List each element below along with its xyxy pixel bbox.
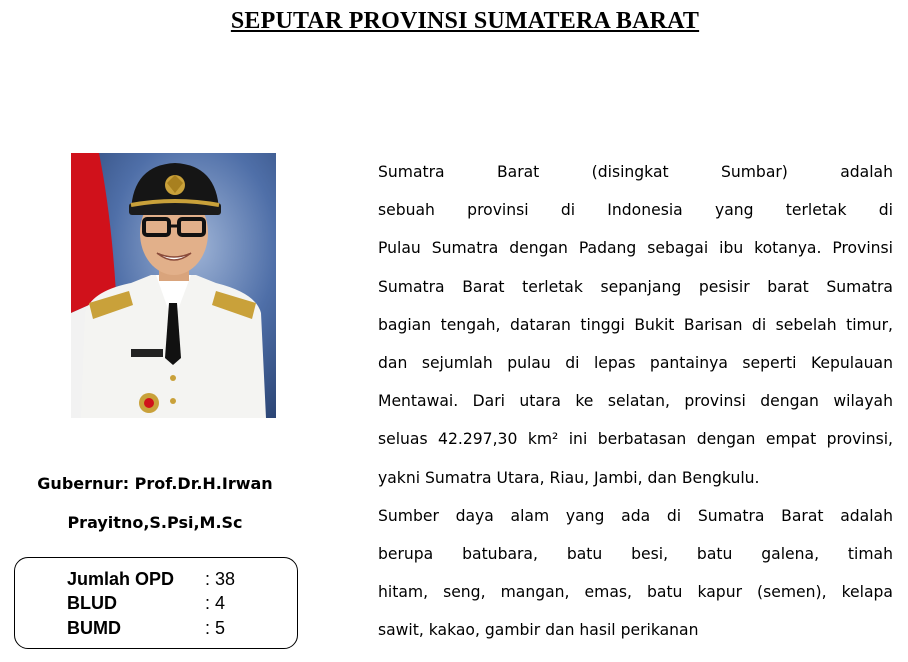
stat-label: BUMD bbox=[67, 618, 121, 638]
stats-box bbox=[14, 557, 298, 649]
article-line: dan sejumlah pulau di lepas pantainya seperti Kepulauan bbox=[378, 354, 893, 373]
article-line: sebuah provinsi di Indonesia yang terletak di bbox=[378, 201, 893, 220]
stat-row-opd bbox=[67, 567, 235, 591]
article-line: bagian tengah, dataran tinggi Bukit Barisan di sebelah timur, bbox=[378, 315, 893, 334]
stat-row-blud bbox=[67, 591, 225, 615]
article-line: Pulau Sumatra dengan Padang sebagai ibu kotanya. Provinsi bbox=[378, 239, 893, 258]
stat-value: : 5 bbox=[205, 618, 226, 638]
page-title: SEPUTAR PROVINSI SUMATERA BARAT bbox=[230, 8, 700, 34]
article-line: Sumber daya alam yang ada di Sumatra Barat adalah bbox=[378, 506, 893, 525]
article-line: sawit, kakao, gambir dan hasil perikanan bbox=[378, 621, 699, 640]
stat-value: : 38 bbox=[205, 569, 236, 589]
article-line: Sumatra Barat terletak sepanjang pesisir barat Sumatra bbox=[378, 277, 893, 296]
stat-label: Jumlah OPD bbox=[67, 569, 175, 589]
article-line: hitam, seng, mangan, emas, batu kapur (semen), kelapa bbox=[378, 583, 893, 602]
stat-label: BLUD bbox=[67, 593, 117, 613]
governor-name-line2: Prayitno,S.Psi,M.Sc bbox=[67, 513, 243, 532]
article-line: Sumatra Barat (disingkat Sumbar) adalah bbox=[378, 163, 893, 181]
article-line: Mentawai. Dari utara ke selatan, provinsi dengan wilayah bbox=[378, 392, 893, 411]
stat-value: : 4 bbox=[205, 593, 226, 613]
governor-photo bbox=[71, 153, 276, 418]
article-line: berupa batubara, batu besi, batu galena, timah bbox=[378, 545, 893, 564]
stat-row-bumd bbox=[67, 616, 225, 640]
province-description bbox=[378, 153, 893, 650]
article-line: yakni Sumatra Utara, Riau, Jambi, dan Bengkulu. bbox=[378, 468, 760, 487]
governor-name-line1: Gubernur: Prof.Dr.H.Irwan bbox=[37, 474, 273, 493]
article-line: seluas 42.297,30 km² ini berbatasan dengan empat provinsi, bbox=[378, 430, 893, 449]
